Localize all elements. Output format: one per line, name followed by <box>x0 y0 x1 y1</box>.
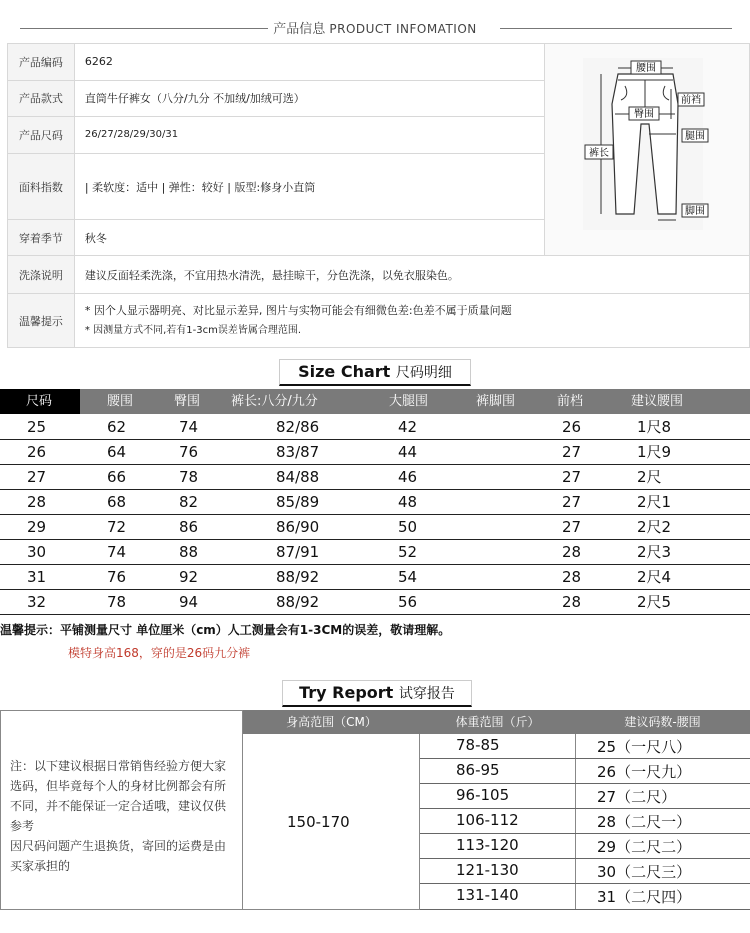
cell: 83/87 <box>276 443 320 461</box>
suggested-size: 31（二尺四） <box>597 888 692 906</box>
cell: 2尺4 <box>637 568 672 586</box>
weight-range: 121-130 <box>456 861 519 879</box>
table-row <box>420 884 750 910</box>
title-cn: 产品信息 <box>273 22 326 37</box>
cell: 56 <box>398 593 418 611</box>
cell: 27 <box>562 468 582 486</box>
size-chart-title-cn: 尺码明细 <box>395 365 452 381</box>
cell: 86 <box>179 518 199 536</box>
col-header: 大腿围 <box>389 394 429 409</box>
info-value: | 柔软度：适中 | 弹性：较好 | 版型:修身小直筒 <box>74 153 544 220</box>
col-header: 尺码 <box>0 389 80 414</box>
cell: 28 <box>562 593 582 611</box>
size-chart-title-en: Size Chart <box>298 362 391 381</box>
col-header: 前档 <box>557 394 584 409</box>
table-row <box>420 759 750 784</box>
table-row <box>0 515 750 540</box>
cell: 82/86 <box>276 418 320 436</box>
cell: 2尺3 <box>637 543 672 561</box>
cell: 1尺9 <box>637 443 672 461</box>
size-chart-title <box>279 359 471 386</box>
weight-range: 86-95 <box>456 761 500 779</box>
suggested-size: 26（一尺九） <box>597 763 692 781</box>
cell: 88/92 <box>276 593 320 611</box>
table-row <box>420 734 750 759</box>
weight-range: 96-105 <box>456 786 510 804</box>
cell: 42 <box>398 418 418 436</box>
try-report-title <box>282 680 472 707</box>
col-header: 裤脚围 <box>476 394 516 409</box>
note-label: 温馨提示： <box>0 623 61 637</box>
tip-line: * 因测量方式不同,若有1-3cm误差皆属合理范围. <box>84 324 301 336</box>
label-hip: 臀围 <box>634 109 655 120</box>
cell: 76 <box>107 568 127 586</box>
cell: 28 <box>562 568 582 586</box>
cell: 2尺1 <box>637 493 672 511</box>
cell: 84/88 <box>276 468 320 486</box>
suggested-size: 30（二尺三） <box>597 863 692 881</box>
tip-line: * 因个人显示器明亮、对比显示差异, 图片与实物可能会有细微色差:色差不属于质量问题 <box>84 303 512 317</box>
col-header: 裤长:八分/九分 <box>231 394 318 409</box>
suggested-size: 27（二尺） <box>597 788 677 806</box>
table-row <box>0 565 750 590</box>
cell: 2尺2 <box>637 518 672 536</box>
try-report-table <box>0 710 750 910</box>
weight-range: 106-112 <box>456 811 519 829</box>
cell: 29 <box>27 518 47 536</box>
cell: 46 <box>398 468 418 486</box>
cell: 74 <box>179 418 199 436</box>
cell: 78 <box>179 468 199 486</box>
product-info-table <box>7 43 750 348</box>
cell: 54 <box>398 568 418 586</box>
cell: 44 <box>398 443 418 461</box>
page-title <box>0 18 750 37</box>
cell: 1尺8 <box>637 418 672 436</box>
cell: 30 <box>27 543 47 561</box>
info-key: 温馨提示 <box>8 294 75 348</box>
cell: 48 <box>398 493 418 511</box>
table-row <box>0 590 750 615</box>
info-value: 建议反面轻柔洗涤，不宜用热水清洗，悬挂晾干，分色洗涤，以免衣服染色。 <box>74 256 749 294</box>
col-header: 建议腰围 <box>631 394 684 409</box>
info-key: 面料指数 <box>8 153 75 220</box>
cell: 68 <box>107 493 127 511</box>
cell: 74 <box>107 543 127 561</box>
label-length: 裤长 <box>589 148 610 159</box>
info-key: 产品编码 <box>8 44 75 81</box>
info-value: 6262 <box>74 44 544 81</box>
info-value: 直筒牛仔裤女（八分/九分 不加绒/加绒可选） <box>74 80 544 117</box>
weight-range: 113-120 <box>456 836 519 854</box>
info-key: 穿着季节 <box>8 220 75 256</box>
info-value <box>74 294 749 348</box>
try-report-title-en: Try Report <box>299 683 394 702</box>
info-value: 26/27/28/29/30/31 <box>74 117 544 154</box>
suggested-size: 29（二尺二） <box>597 838 692 856</box>
cell: 31 <box>27 568 47 586</box>
table-row <box>0 415 750 440</box>
col-header: 体重范围（斤） <box>420 710 575 734</box>
cell: 50 <box>398 518 418 536</box>
table-row <box>0 540 750 565</box>
size-chart-header <box>0 389 750 414</box>
cell: 92 <box>179 568 199 586</box>
col-header: 腰围 <box>107 394 134 409</box>
try-report-title-cn: 试穿报告 <box>398 686 455 702</box>
table-row <box>420 834 750 859</box>
cell: 64 <box>107 443 127 461</box>
info-value: 秋冬 <box>74 220 544 256</box>
table-row <box>0 490 750 515</box>
cell: 26 <box>27 443 47 461</box>
weight-range: 78-85 <box>456 736 500 754</box>
info-key: 产品款式 <box>8 80 75 117</box>
cell: 27 <box>27 468 47 486</box>
title-en: PRODUCT INFOMATION <box>329 22 477 36</box>
cell: 86/90 <box>276 518 320 536</box>
label-hem: 脚围 <box>685 206 706 217</box>
label-front-rise: 前裆 <box>681 95 702 106</box>
table-row <box>0 465 750 490</box>
cell: 72 <box>107 518 127 536</box>
cell: 88/92 <box>276 568 320 586</box>
suggested-size: 25（一尺八） <box>597 738 692 756</box>
cell: 52 <box>398 543 418 561</box>
cell: 2尺5 <box>637 593 672 611</box>
label-thigh: 腿围 <box>685 131 706 142</box>
table-row <box>0 440 750 465</box>
cell: 87/91 <box>276 543 320 561</box>
cell: 26 <box>562 418 582 436</box>
weight-range: 131-140 <box>456 886 519 904</box>
suggested-size: 28（二尺一） <box>597 813 692 831</box>
cell: 28 <box>27 493 47 511</box>
col-header: 建议码数-腰围 <box>575 710 750 734</box>
size-note <box>0 621 450 638</box>
model-note: 模特身高168，穿的是26码九分裤 <box>68 646 251 660</box>
table-row <box>420 859 750 884</box>
table-row <box>420 809 750 834</box>
cell: 27 <box>562 443 582 461</box>
height-range: 150-170 <box>287 813 350 831</box>
table-row <box>420 784 750 809</box>
cell: 27 <box>562 518 582 536</box>
cell: 78 <box>107 593 127 611</box>
cell: 62 <box>107 418 127 436</box>
cell: 25 <box>27 418 47 436</box>
pants-diagram-cell <box>545 44 750 256</box>
info-key: 洗涤说明 <box>8 256 75 294</box>
try-note: 注：以下建议根据日常销售经验方便大家选码，但毕竟每个人的身材比例都会有所不同，并不能保证一定合适哦，建议仅供参考 因尺码问题产生退换货，寄回的运费是由买家承担的 <box>10 759 227 873</box>
cell: 27 <box>562 493 582 511</box>
col-header: 臀围 <box>174 394 201 409</box>
label-waist: 腰围 <box>636 63 657 74</box>
cell: 28 <box>562 543 582 561</box>
cell: 76 <box>179 443 199 461</box>
cell: 88 <box>179 543 199 561</box>
col-header: 身高范围（CM） <box>243 710 420 734</box>
cell: 66 <box>107 468 127 486</box>
cell: 32 <box>27 593 47 611</box>
pants-diagram <box>545 44 743 252</box>
cell: 85/89 <box>276 493 320 511</box>
cell: 94 <box>179 593 199 611</box>
info-key: 产品尺码 <box>8 117 75 154</box>
note-text: 平铺测量尺寸 单位厘米（cm）人工测量会有1-3CM的误差，敬请理解。 <box>60 623 451 637</box>
cell: 2尺 <box>637 468 662 486</box>
cell: 82 <box>179 493 199 511</box>
